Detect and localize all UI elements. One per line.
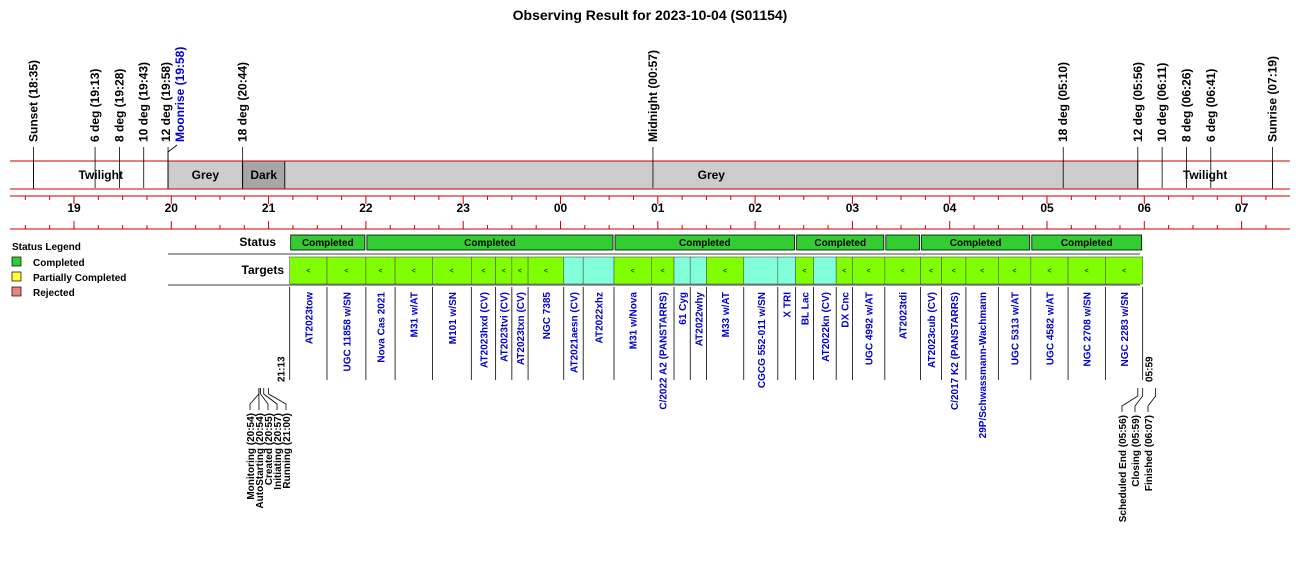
target-block-at2022xhz[interactable]: [583, 257, 614, 284]
status-row-label: Status: [239, 235, 276, 249]
hour-tick-label: 19: [67, 201, 81, 215]
hour-tick-label: 20: [165, 201, 179, 215]
status-block-label: Completed: [814, 238, 866, 249]
target-marker: <: [631, 268, 635, 275]
target-marker: <: [867, 268, 871, 275]
legend-swatch-completed: [12, 257, 21, 266]
status-block-label: Completed: [464, 238, 516, 249]
target-name-at2023hxd-cv[interactable]: AT2023hxd (CV): [479, 292, 490, 368]
event-label-6-deg-19-13: 6 deg (19:13): [88, 69, 102, 142]
hour-axis: [10, 196, 1290, 229]
targets-row-label: Targets: [242, 263, 285, 277]
target-name-at2023tow[interactable]: AT2023tow: [304, 292, 315, 344]
hour-tick-label: 03: [846, 201, 860, 215]
target-marker: <: [344, 268, 348, 275]
target-marker: <: [1047, 268, 1051, 275]
target-name-at2022xhz[interactable]: AT2022xhz: [595, 292, 606, 344]
target-marker: <: [378, 268, 382, 275]
hour-tick-label: 02: [748, 201, 762, 215]
target-marker: <: [450, 268, 454, 275]
page-title: Observing Result for 2023-10-04 (S01154): [513, 7, 788, 23]
event-label-moonrise-19-58: Moonrise (19:58): [173, 47, 187, 142]
target-block-x-tri[interactable]: [778, 257, 796, 284]
end-event-closing-05-59: Closing (05:59): [1131, 415, 1142, 487]
target-marker: <: [901, 268, 905, 275]
event-label-12-deg-05-56: 12 deg (05:56): [1131, 62, 1145, 142]
legend-label-partial: Partially Completed: [33, 273, 126, 284]
event-label-18-deg-20-44: 18 deg (20:44): [236, 62, 250, 142]
target-marker: <: [980, 268, 984, 275]
end-event-finished-06-07: Finished (06:07): [1144, 415, 1155, 491]
target-name-at2023txn-cv[interactable]: AT2023txn (CV): [516, 292, 527, 365]
status-row: [168, 235, 1142, 254]
hour-tick-label: 22: [359, 201, 373, 215]
target-name-ngc-7385[interactable]: NGC 7385: [542, 292, 553, 340]
status-block[interactable]: [886, 235, 920, 250]
hour-tick-label: 23: [457, 201, 471, 215]
legend-label-rejected: Rejected: [33, 288, 75, 299]
target-name-at2023cub-cv[interactable]: AT2023cub (CV): [927, 292, 938, 368]
start-event-created-20-55: Created (20:55): [264, 413, 275, 485]
target-name-at2023tdi[interactable]: AT2023tdi: [899, 292, 910, 339]
end-event-leader: [1148, 388, 1156, 412]
sky-band-label: Dark: [250, 168, 277, 182]
target-name-29p-schwassmann-wachmann[interactable]: 29P/Schwassmann-Wachmann: [978, 292, 989, 438]
target-block-at2021aesn-cv[interactable]: [564, 257, 583, 284]
target-block-cgcg-552-011-w-sn[interactable]: [744, 257, 778, 284]
target-marker: <: [723, 268, 727, 275]
legend-label-completed: Completed: [33, 258, 85, 269]
event-label-8-deg-19-28: 8 deg (19:28): [112, 69, 126, 142]
status-block-label: Completed: [1061, 238, 1113, 249]
sky-band-label: Twilight: [1183, 168, 1227, 182]
event-label-sunrise-07-19: Sunrise (07:19): [1265, 56, 1279, 142]
target-marker: <: [412, 268, 416, 275]
event-label-6-deg-06-41: 6 deg (06:41): [1204, 69, 1218, 142]
sky-band-row: [10, 161, 1290, 189]
start-event-monitoring-20-54: Monitoring (20:54): [246, 413, 257, 500]
target-marker: <: [544, 268, 548, 275]
event-label-12-deg-19-58: 12 deg (19:58): [159, 62, 173, 142]
target-name-x-tri[interactable]: X TRI: [783, 292, 794, 318]
target-marker: <: [502, 268, 506, 275]
target-marker: <: [518, 268, 522, 275]
target-name-dx-cnc[interactable]: DX Cnc: [840, 292, 851, 328]
event-label-10-deg-19-43: 10 deg (19:43): [137, 62, 151, 142]
target-name-61-cyg[interactable]: 61 Cyg: [678, 292, 689, 325]
start-event-initiating-20-57: Initiating (20:57): [273, 413, 284, 490]
event-label-8-deg-06-26: 8 deg (06:26): [1179, 69, 1193, 142]
target-name-at2022why[interactable]: AT2022why: [694, 292, 705, 347]
target-name-nova-cas-2021[interactable]: Nova Cas 2021: [376, 292, 387, 363]
hour-tick-label: 07: [1235, 201, 1249, 215]
hour-tick-label: 21: [262, 201, 276, 215]
hour-tick-label: 05: [1040, 201, 1054, 215]
target-name-ugc-5313-w-at[interactable]: UGC 5313 w/AT: [1011, 292, 1022, 365]
hour-tick-label: 01: [651, 201, 665, 215]
start-events: [246, 356, 293, 509]
status-block-label: Completed: [950, 238, 1002, 249]
target-name-cgcg-552-011-w-sn[interactable]: CGCG 552-011 w/SN: [757, 292, 768, 388]
legend-swatch-rejected: [12, 287, 21, 296]
target-name-m31-w-nova[interactable]: M31 w/Nova: [629, 292, 640, 350]
event-label-18-deg-05-10: 18 deg (05:10): [1056, 62, 1070, 142]
status-block-label: Completed: [679, 238, 731, 249]
event-label-midnight-00-57: Midnight (00:57): [646, 50, 660, 142]
target-name-m33-w-at[interactable]: M33 w/AT: [721, 292, 732, 337]
target-name-at2023tvi-cv[interactable]: AT2023tvi (CV): [500, 292, 511, 362]
target-name-ngc-2708-w-sn[interactable]: NGC 2708 w/SN: [1083, 292, 1094, 366]
target-marker: <: [1085, 268, 1089, 275]
target-name-m101-w-sn[interactable]: M101 w/SN: [448, 292, 459, 344]
target-name-ugc-4582-w-at[interactable]: UGC 4582 w/AT: [1045, 292, 1056, 365]
target-block-at2022kn-cv[interactable]: [813, 257, 836, 284]
target-block-61-cyg[interactable]: [674, 257, 690, 284]
target-marker: <: [306, 268, 310, 275]
start-event-leader: [260, 388, 268, 410]
sky-band-label: Twilight: [79, 168, 123, 182]
target-marker: <: [952, 268, 956, 275]
target-marker: <: [661, 268, 665, 275]
target-marker: <: [481, 268, 485, 275]
status-legend: [12, 242, 126, 299]
end-event-leader: [1135, 388, 1143, 412]
target-marker: <: [803, 268, 807, 275]
start-event-leader: [250, 388, 259, 410]
hour-tick-label: 00: [554, 201, 568, 215]
target-name-ugc-11858-w-sn[interactable]: UGC 11858 w/SN: [342, 292, 353, 371]
end-time-label: 05:59: [1145, 356, 1156, 382]
target-name-at2021aesn-cv[interactable]: AT2021aesn (CV): [569, 292, 580, 373]
targets-row: [168, 257, 1143, 438]
target-name-c-2017-k2-panstarrs[interactable]: C/2017 K2 (PANSTARRS): [950, 292, 961, 410]
end-event-leader: [1122, 388, 1138, 412]
status-block-label: Completed: [302, 238, 354, 249]
target-name-m31-w-at[interactable]: M31 w/AT: [410, 292, 421, 337]
start-time-label: 21:13: [277, 356, 288, 382]
end-events: [1118, 356, 1156, 522]
event-label-10-deg-06-11: 10 deg (06:11): [1155, 63, 1169, 142]
target-marker: <: [842, 268, 846, 275]
end-event-scheduled-end-05-56: Scheduled End (05:56): [1118, 415, 1129, 522]
start-event-leader: [264, 388, 277, 410]
sky-band-label: Grey: [698, 168, 726, 182]
hour-tick-label: 06: [1138, 201, 1152, 215]
start-event-autostarting-20-54: AutoStarting (20:54): [255, 413, 266, 509]
target-marker: <: [1122, 268, 1126, 275]
target-marker: <: [929, 268, 933, 275]
event-label-sunset-18-35: Sunset (18:35): [26, 60, 40, 142]
legend-title: Status Legend: [12, 242, 81, 253]
target-name-ugc-4992-w-at[interactable]: UGC 4992 w/AT: [865, 292, 876, 365]
target-name-at2022kn-cv[interactable]: AT2022kn (CV): [821, 292, 832, 362]
target-name-bl-lac[interactable]: BL Lac: [801, 292, 812, 326]
hour-tick-label: 04: [943, 201, 957, 215]
target-marker: <: [1013, 268, 1017, 275]
legend-swatch-partial: [12, 272, 21, 281]
target-block-at2022why[interactable]: [690, 257, 706, 284]
sky-band-label: Grey: [192, 168, 220, 182]
target-name-c-2022-a2-panstarrs[interactable]: C/2022 A2 (PANSTARRS): [659, 292, 670, 410]
target-name-ngc-2283-w-sn[interactable]: NGC 2283 w/SN: [1120, 292, 1131, 366]
start-event-running-21-00: Running (21:00): [282, 413, 293, 489]
moonrise-leader: [168, 145, 177, 161]
